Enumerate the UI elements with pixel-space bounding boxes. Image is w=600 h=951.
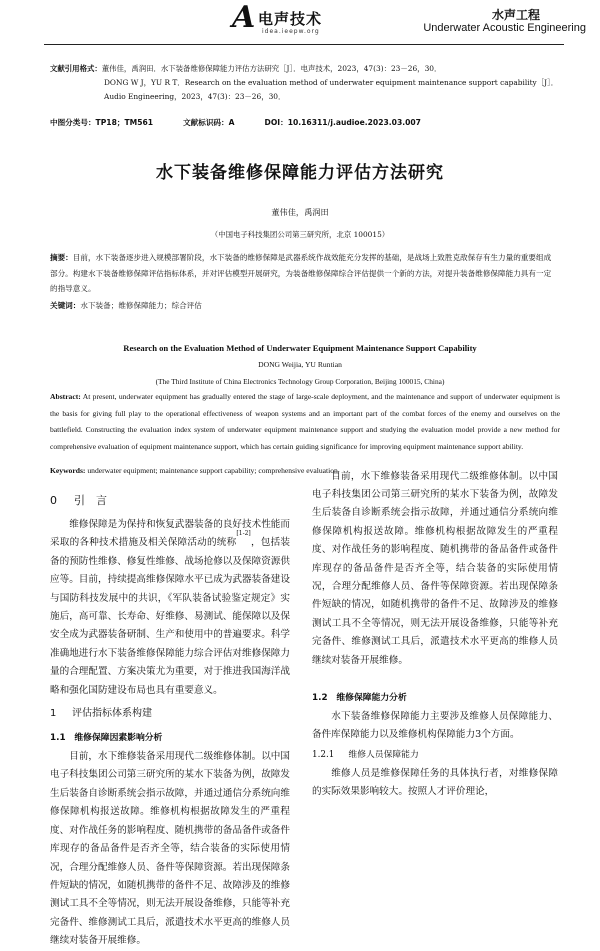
abstract-cn-label: 摘要： (50, 253, 73, 262)
keywords-cn-text: 水下装备；维修保障能力；综合评估 (80, 301, 202, 310)
section-1-2-1-heading (312, 745, 558, 765)
page-header (0, 0, 600, 46)
journal-logo (232, 0, 362, 40)
logo-url: idea.ieepw.org (262, 28, 320, 35)
section-1-2-1-title: 维修人员保障能力 (348, 749, 419, 760)
intro-text-a: 维修保障是为保持和恢复武器装备的良好技术性能而采取的各种技术措施及相关保障活动的统称 (50, 519, 290, 549)
body-column-left (50, 486, 291, 947)
english-affiliation: (The Third Institute of China Electronics Technology Group Corporation, Beijing 100015, China) (155, 377, 445, 386)
citation-en: DONG W J，YU R T．Research on the evaluation method of underwater equipment maintenance support capability［J］．Audio Engineering，2023，47(3)：23－26，30． (104, 78, 559, 101)
citation-label: 文献引用格式： (50, 64, 102, 73)
section-1-1-paragraph-cont (312, 470, 558, 688)
paper-authors: 董伟佳，禹润田 (271, 207, 329, 217)
intro-paragraph (50, 516, 290, 700)
doi: DOI：10.16311/j.audioe.2023.03.007 (264, 118, 421, 127)
english-authors: DONG Weijia, YU Runtian (258, 360, 342, 369)
section-1-1-heading: 1.1 维修保障因素影响分析 (50, 733, 163, 744)
section-1-2-heading: 1.2 维修保障能力分析 (312, 693, 407, 703)
section-1-1-text-cont (312, 468, 558, 670)
english-abstract-label: Abstract: (50, 392, 81, 401)
keywords-cn (50, 300, 555, 311)
section-1-1-text-continued: 目前，水下维修装备采用现代二级维修体制。以中国电子科技集团公司第三研究所的某水下装备为例，故障发生后装备自诊断系统会指示故障，并通过通信分系统向维修保障机构报送故障。维修机构根据故障发生的严重程度、对作战任务的影响程度、随机携带的备品备件或备件库现存的备品备件是否齐全等，结合装备的实际使用情况，合理分配维修人员、备件等保障资源。若出现保障条件短缺的情况，如随机携带的备件不足、故障涉及的维修测试工具不全等情况，则无法开展设备维修，只能等补充完备件、维修测试工具后，派遣技术水平更高的维修人员继续对装备开展维修。 (312, 470, 558, 666)
citation-block (50, 62, 560, 104)
abstract-cn (50, 250, 555, 297)
section-1-number: 1 (50, 708, 57, 720)
english-keywords-label: Keywords: (50, 466, 86, 475)
section-1-2-1-number: 1.2.1 (312, 749, 335, 760)
document-code: 文献标识码：A (183, 118, 235, 127)
paper-title: 水下装备维修保障能力评估方法研究 (156, 163, 444, 183)
section-1-2-1-paragraph: 维修人员是维修保障任务的具体执行者，对维修保障的实际效果影响较大。按照人才评价理论， (312, 767, 558, 798)
section-1-heading (50, 700, 290, 728)
journal-section-en: Underwater Acoustic Engineering (423, 22, 586, 34)
body-column-right (312, 470, 558, 802)
abstract-cn-text: 目前，水下装备逐步进入规模部署阶段，水下装备的维修保障是武器系统作战效能充分发挥的基础，是战场上致胜克敌保存有生力量的重要组成部分。构建水下装备维修保障评估指标体系，并对评估模型开展研究，为装备维修保障综合评估提供一个新的方法，对提升装备维修保障能力具有一定的指导意义。 (50, 253, 552, 293)
english-abstract (50, 389, 560, 455)
meta-line (50, 117, 560, 128)
section-0-title: 引 言 (74, 494, 107, 507)
english-abstract-text: At present, underwater equipment has gradually entered the stage of large-scale deployment, and the maintenance and support of underwater equipment is the basis for giving full play to the operational effectiveness of weapon systems and an important part of the combat forces of the enemy and ourselves on the battlefield. Constructing the evaluation index system of underwater equipment maintenance support and studying the evaluation model provide a new method for comprehensive evaluation of equipment maintenance support, which has certain guiding significance for improving equipment maintenance support ability. (50, 392, 560, 451)
logo-letter: A (232, 0, 256, 35)
logo-cn-name: 电声技术 (258, 10, 323, 28)
section-1-2-paragraph: 水下装备维修保障能力主要涉及维修人员保障能力、备件库保障能力以及维修机构保障能力3个方面。 (312, 711, 558, 741)
section-0-number: 0 (50, 494, 57, 507)
journal-section-cn: 水声工程 (491, 8, 540, 22)
section-0-heading (50, 486, 290, 516)
clc-number: 中图分类号：TP18；TM561 (50, 118, 154, 127)
intro-reference: [1-2] (236, 530, 251, 538)
section-1-title: 评估指标体系构建 (72, 708, 152, 720)
header-divider (44, 44, 564, 45)
section-1-1-text: 目前，水下维修装备采用现代二级维修体制。以中国电子科技集团公司第三研究所的某水下装备为例，故障发生后装备自诊断系统会指示故障，并通过通信分系统向维修保障机构报送故障。维修机构根据故障发生的严重程度、对作战任务的影响程度、随机携带的备品备件或备件库现存的备品备件是否齐全等，结合装备的实际使用情况，合理分配维修人员、备件等保障资源。若出现保障条件短缺的情况，如随机携带的备件不足、故障涉及的维修测试工具不全等情况，则无法开展设备维修，只能等补充完备件、维修测试工具后，派遣技术水平更高的维修人员继续对装备开展维修。 (50, 751, 290, 947)
citation-cn: 董伟佳，禹润田．水下装备维修保障能力评估方法研究［J］．电声技术，2023，47(3)：23－26，30． (101, 64, 442, 73)
paper-affiliation: （中国电子科技集团公司第三研究所，北京 100015） (210, 230, 390, 239)
english-keywords-text: underwater equipment; maintenance support capability; comprehensive evaluation (87, 466, 338, 475)
section-1-1-paragraph-start (50, 748, 290, 947)
english-title: Research on the Evaluation Method of Underwater Equipment Maintenance Support Capability (123, 343, 477, 353)
keywords-cn-label: 关键词： (50, 301, 81, 310)
intro-text-b: ，包括装备的预防性维修、修复性维修、战场抢修以及保障资源供应等。目前，持续提高维修保障水平已成为武器装备建设与国防科技发展中的共识，《军队装备试验鉴定规定》实施后，高可靠、长寿命、好维修、易测试、能保障以及保安全成为武器装备研制、生产和使用中的普遍要求。科学准确地进行水下装备维修保障能力综合评估对维修保障力量的合理配置、方案决策尤为重要，对于推进我国海洋战略和强化国防建设布局也具有重要意义。 (50, 537, 291, 696)
